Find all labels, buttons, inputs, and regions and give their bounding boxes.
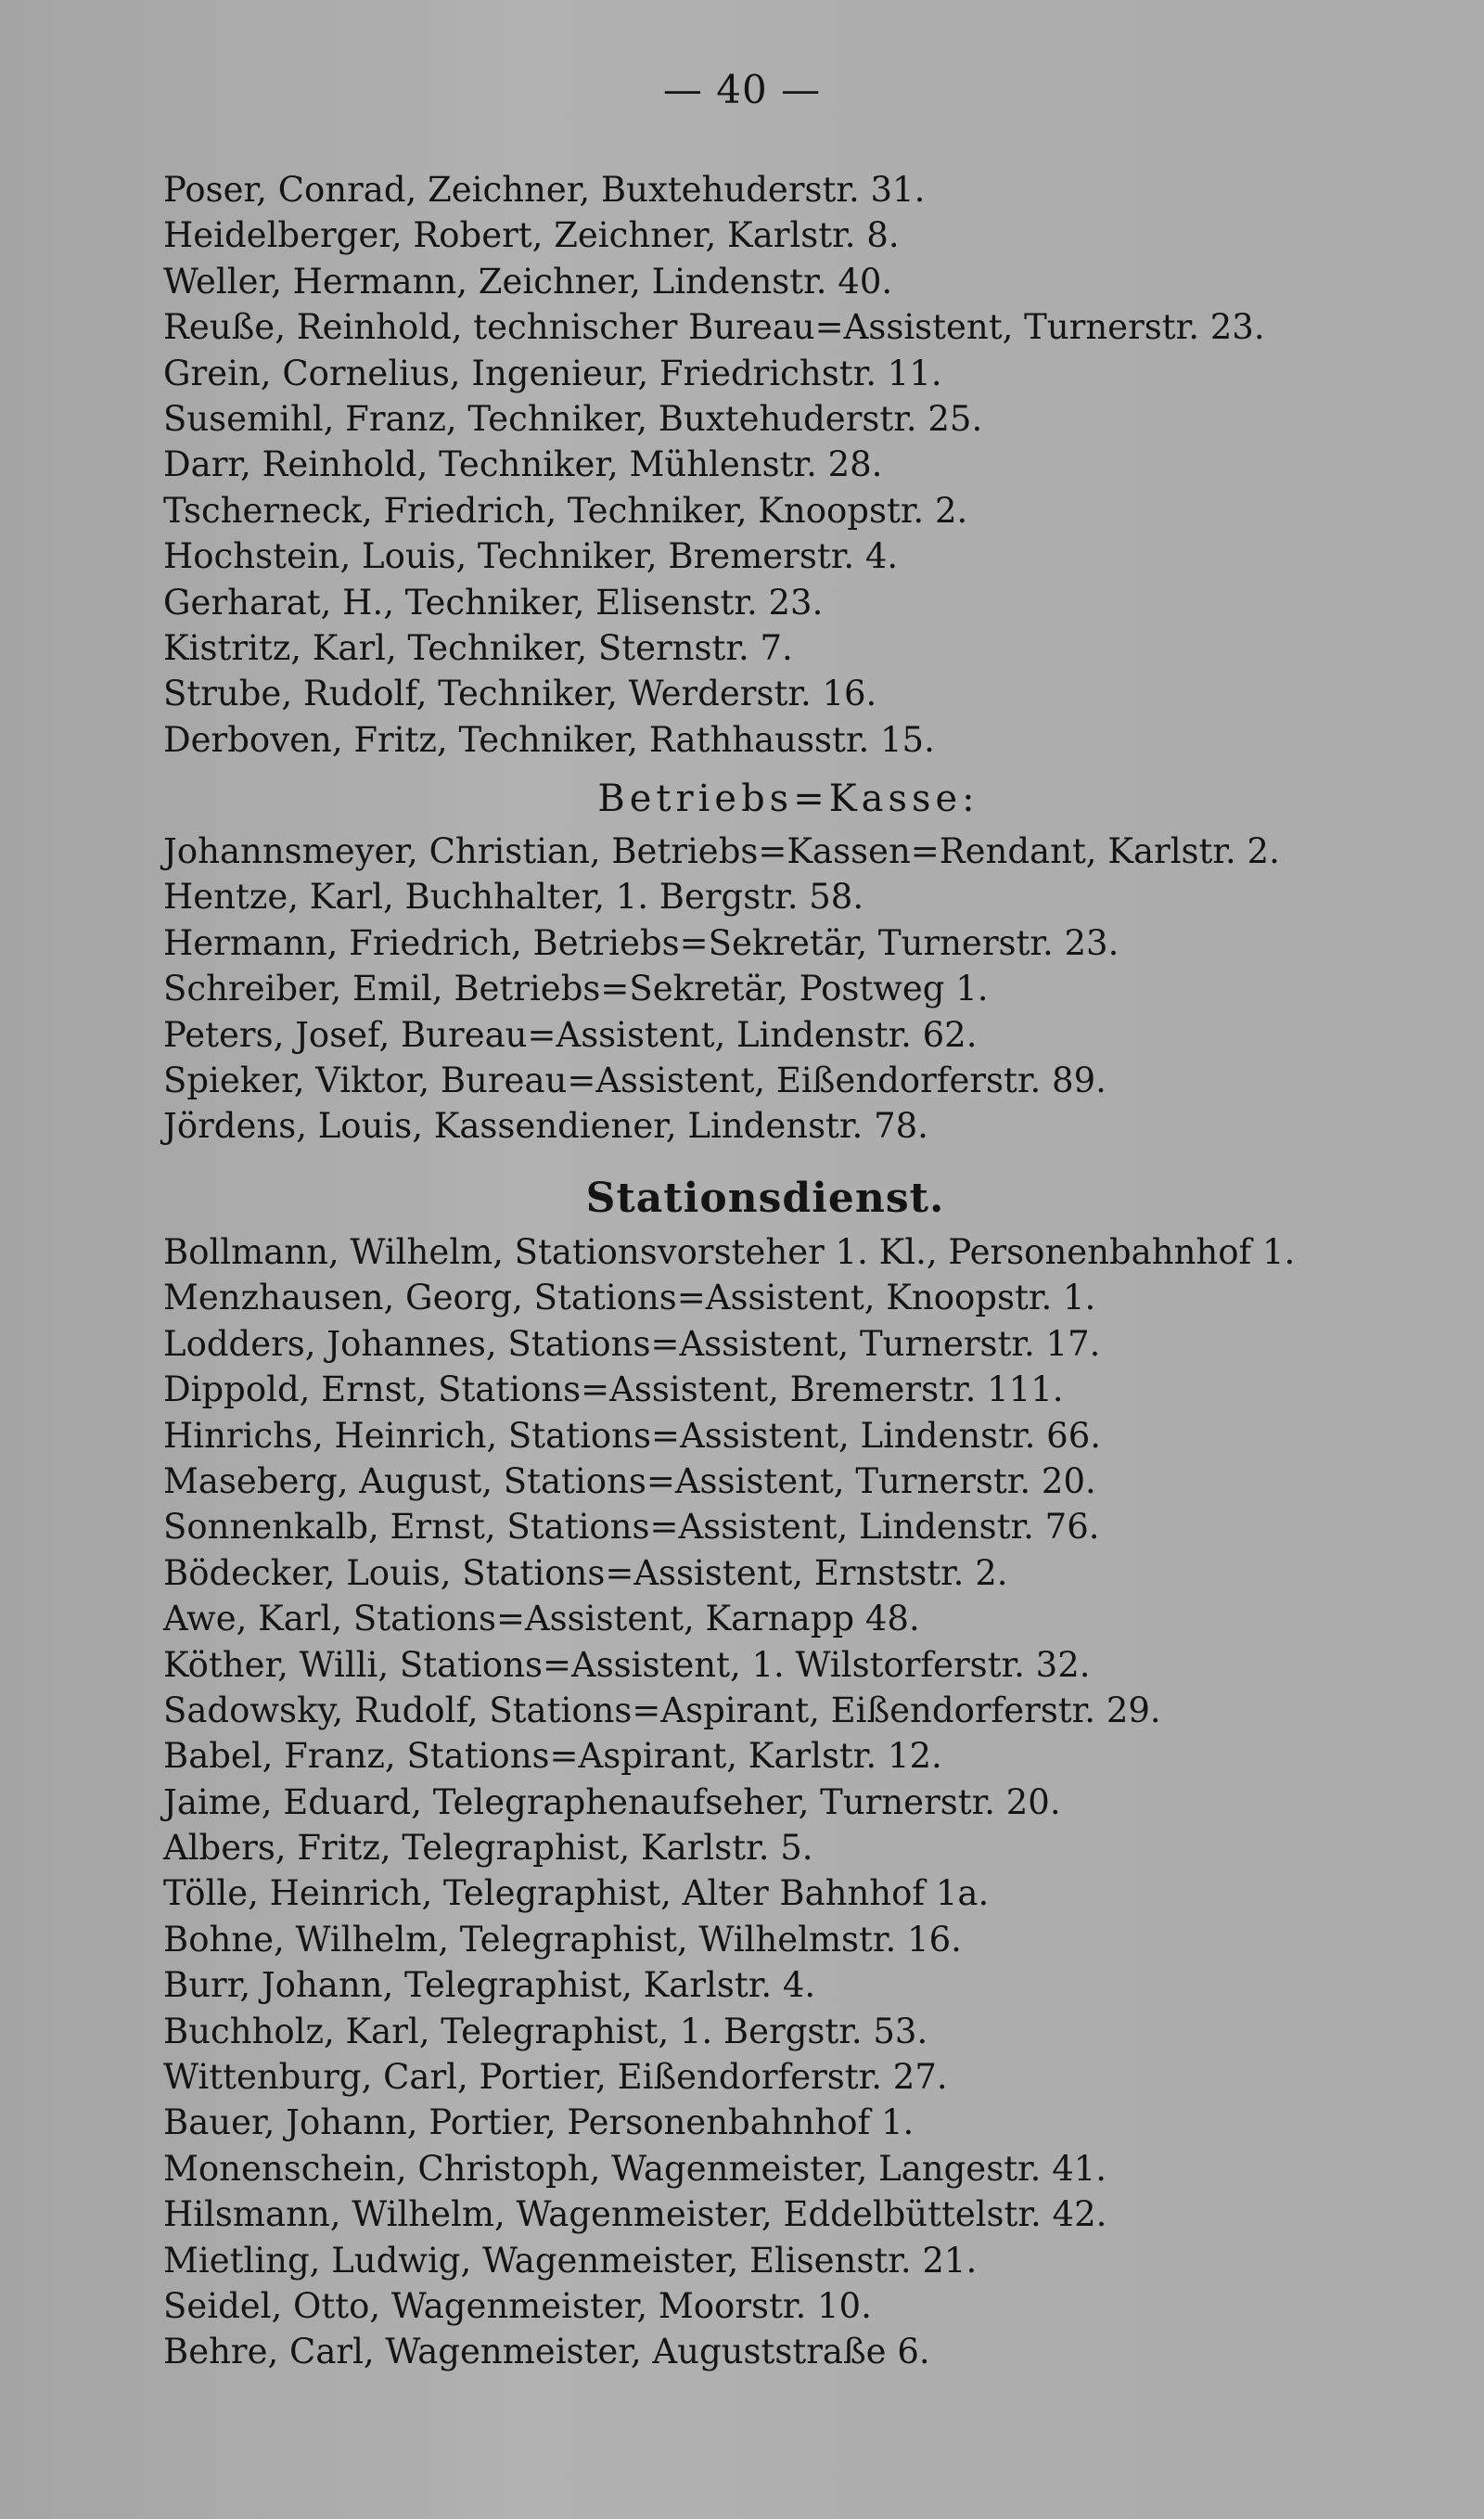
list-item: Spieker, Viktor, Bureau=Assistent, Eißendorferstr. 89.: [163, 1060, 1107, 1100]
list-item: Dippold, Ernst, Stations=Assistent, Bremerstr. 111.: [163, 1369, 1064, 1410]
list-item: Kistritz, Karl, Techniker, Sternstr. 7.: [163, 627, 793, 668]
list-item: Schreiber, Emil, Betriebs=Sekretär, Postweg 1.: [163, 969, 989, 1009]
list-item: Jaime, Eduard, Telegraphenaufseher, Turnerstr. 20.: [163, 1781, 1061, 1822]
list-item: Seidel, Otto, Wagenmeister, Moorstr. 10.: [163, 2285, 872, 2326]
list-item: Bauer, Johann, Portier, Personenbahnhof 1.: [163, 2102, 915, 2143]
list-item: Peters, Josef, Bureau=Assistent, Lindenstr. 62.: [163, 1014, 978, 1055]
list-item: Burr, Johann, Telegraphist, Karlstr. 4.: [163, 1965, 816, 2006]
entry-list-betriebskasse: [163, 829, 1410, 1150]
list-item: Bohne, Wilhelm, Telegraphist, Wilhelmstr. 16.: [163, 1919, 962, 1960]
section-heading-stationsdienst: Stationsdienst.: [585, 1175, 945, 1222]
list-item: Derboven, Fritz, Techniker, Rathhausstr. 15.: [163, 719, 935, 760]
list-item: Bollmann, Wilhelm, Stationsvorsteher 1. Kl., Personenbahnhof 1.: [163, 1232, 1296, 1272]
list-item: Johannsmeyer, Christian, Betriebs=Kassen=Rendant, Karlstr. 2.: [163, 831, 1280, 871]
list-item: Behre, Carl, Wagenmeister, Auguststraße 6.: [163, 2332, 930, 2372]
list-item: Grein, Cornelius, Ingenieur, Friedrichstr. 11.: [163, 353, 942, 393]
entry-list-stationsdienst: [163, 1229, 1410, 2375]
list-item: Heidelberger, Robert, Zeichner, Karlstr. 8.: [163, 215, 900, 256]
list-item: Wittenburg, Carl, Portier, Eißendorferstr. 27.: [163, 2057, 948, 2098]
page-number: — 40 —: [662, 67, 822, 112]
list-item: Hinrichs, Heinrich, Stations=Assistent, Lindenstr. 66.: [163, 1415, 1101, 1456]
list-item: Buchholz, Karl, Telegraphist, 1. Bergstr. 53.: [163, 2011, 928, 2051]
list-item: Menzhausen, Georg, Stations=Assistent, Knoopstr. 1.: [163, 1278, 1096, 1318]
list-item: Poser, Conrad, Zeichner, Buxtehuderstr. 31.: [163, 170, 926, 210]
list-item: Tölle, Heinrich, Telegraphist, Alter Bahnhof 1a.: [163, 1873, 990, 1914]
list-item: Bödecker, Louis, Stations=Assistent, Ernststr. 2.: [163, 1552, 1008, 1593]
list-item: Awe, Karl, Stations=Assistent, Karnapp 48.: [163, 1599, 920, 1639]
list-item: Hochstein, Louis, Techniker, Bremerstr. 4.: [163, 536, 899, 577]
list-item: Sonnenkalb, Ernst, Stations=Assistent, Lindenstr. 76.: [163, 1507, 1100, 1548]
entry-list-top: [163, 167, 1410, 763]
list-item: Lodders, Johannes, Stations=Assistent, Turnerstr. 17.: [163, 1323, 1101, 1364]
list-item: Tscherneck, Friedrich, Techniker, Knoopstr. 2.: [163, 490, 968, 531]
list-item: Hilsmann, Wilhelm, Wagenmeister, Eddelbüttelstr. 42.: [163, 2194, 1107, 2235]
list-item: Reuße, Reinhold, technischer Bureau=Assistent, Turnerstr. 23.: [163, 307, 1265, 348]
list-item: Albers, Fritz, Telegraphist, Karlstr. 5.: [163, 1828, 813, 1869]
list-item: Weller, Hermann, Zeichner, Lindenstr. 40.: [163, 261, 893, 302]
list-item: Susemihl, Franz, Techniker, Buxtehuderstr. 25.: [163, 398, 983, 439]
list-item: Gerharat, H., Techniker, Elisenstr. 23.: [163, 582, 824, 623]
list-item: Maseberg, August, Stations=Assistent, Turnerstr. 20.: [163, 1460, 1096, 1501]
list-item: Köther, Willi, Stations=Assistent, 1. Wilstorferstr. 32.: [163, 1644, 1091, 1685]
section-heading-betriebskasse: Betriebs=Kasse:: [597, 778, 979, 820]
list-item: Monenschein, Christoph, Wagenmeister, Langestr. 41.: [163, 2148, 1107, 2189]
list-item: Hermann, Friedrich, Betriebs=Sekretär, Turnerstr. 23.: [163, 922, 1119, 963]
list-item: Mietling, Ludwig, Wagenmeister, Elisenstr. 21.: [163, 2240, 978, 2281]
list-item: Darr, Reinhold, Techniker, Mühlenstr. 28.: [163, 444, 883, 485]
list-item: Jördens, Louis, Kassendiener, Lindenstr. 78.: [163, 1106, 928, 1147]
list-item: Hentze, Karl, Buchhalter, 1. Bergstr. 58.: [163, 877, 864, 918]
list-item: Sadowsky, Rudolf, Stations=Aspirant, Eißendorferstr. 29.: [163, 1690, 1161, 1730]
list-item: Strube, Rudolf, Techniker, Werderstr. 16.: [163, 674, 877, 714]
list-item: Babel, Franz, Stations=Aspirant, Karlstr. 12.: [163, 1736, 942, 1777]
